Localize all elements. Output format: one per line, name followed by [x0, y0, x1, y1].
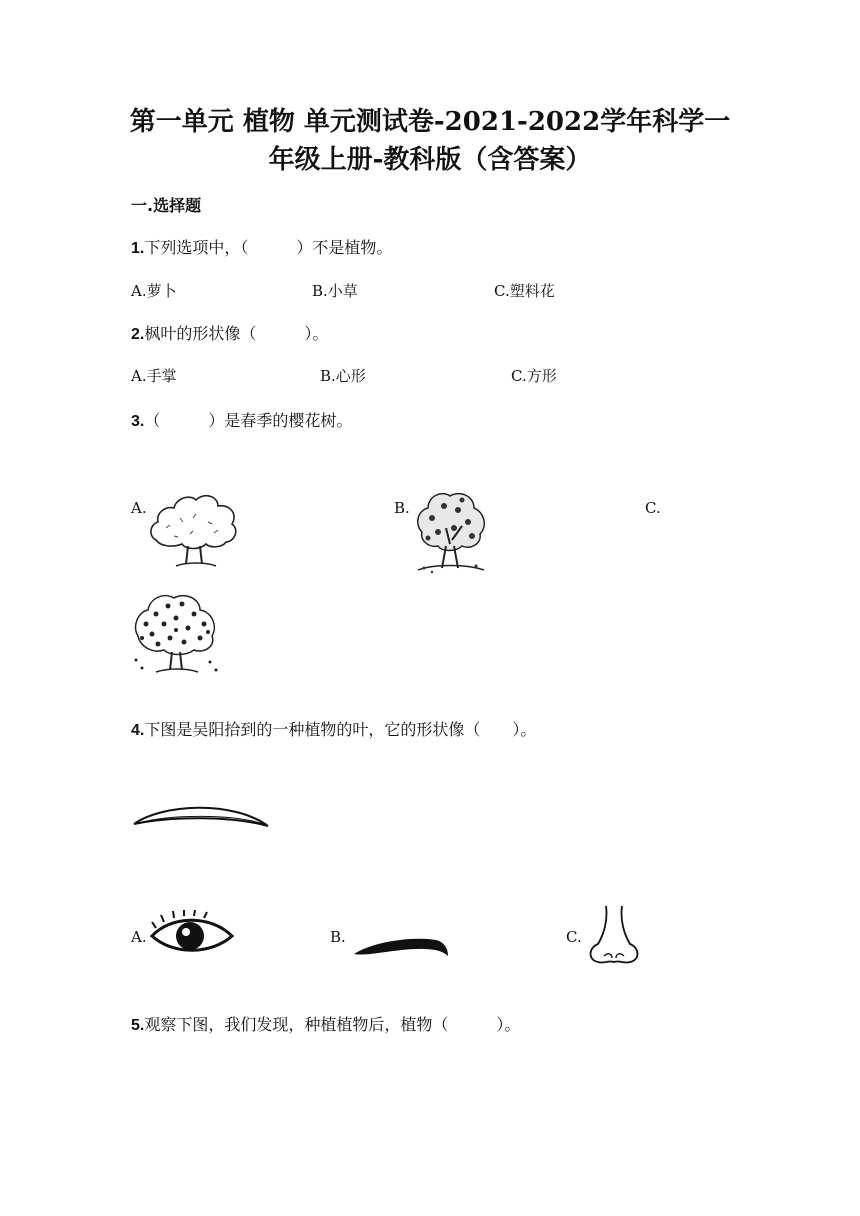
question-1 [131, 235, 392, 258]
q4-option-b[interactable]: B. [330, 928, 346, 946]
question-text: 下列选项中，（ ）不是植物。 [144, 238, 393, 257]
q1-option-a[interactable]: A.萝卜 [131, 282, 177, 300]
nose-icon [586, 904, 642, 966]
q4-option-c[interactable]: C. [566, 928, 582, 946]
leaf-image [132, 800, 272, 834]
q3-option-c[interactable]: C. [645, 499, 661, 517]
tree-c-image [130, 590, 222, 678]
q1-option-b[interactable]: B.小草 [312, 282, 358, 300]
q3-option-a[interactable]: A. [131, 499, 147, 517]
question-4 [131, 717, 536, 740]
page-title-line-1: 第一单元 植物 单元测试卷-2021-2022学年科学一 [129, 107, 731, 137]
question-2 [131, 321, 328, 344]
question-number: 4. [131, 722, 145, 739]
page-title-line-2: 年级上册-教科版（含答案） [268, 145, 592, 175]
section-heading: 一.选择题 [131, 196, 202, 215]
tree-a-image [146, 488, 242, 572]
q4-option-a[interactable]: A. [131, 928, 147, 946]
question-text: （ ）是春季的樱花树。 [144, 411, 353, 430]
q2-option-b[interactable]: B.心形 [320, 367, 366, 385]
question-number: 5. [131, 1017, 145, 1034]
question-number: 2. [131, 326, 145, 343]
question-text: 观察下图，我们发现，种植植物后，植物（ ）。 [144, 1015, 521, 1034]
question-number: 1. [131, 240, 145, 257]
question-number: 3. [131, 413, 145, 430]
q2-option-c[interactable]: C.方形 [511, 367, 557, 385]
question-5 [131, 1012, 520, 1035]
question-3 [131, 408, 352, 431]
tree-b-image [410, 488, 490, 576]
eye-icon [150, 910, 234, 962]
question-text: 下图是吴阳拾到的一种植物的叶，它的形状像（ ）。 [144, 720, 537, 739]
question-text: 枫叶的形状像（ ）。 [144, 324, 329, 343]
q3-option-b[interactable]: B. [394, 499, 410, 517]
q2-option-a[interactable]: A.手掌 [131, 367, 177, 385]
eyebrow-icon [352, 934, 450, 960]
q1-option-c[interactable]: C.塑料花 [494, 282, 555, 300]
